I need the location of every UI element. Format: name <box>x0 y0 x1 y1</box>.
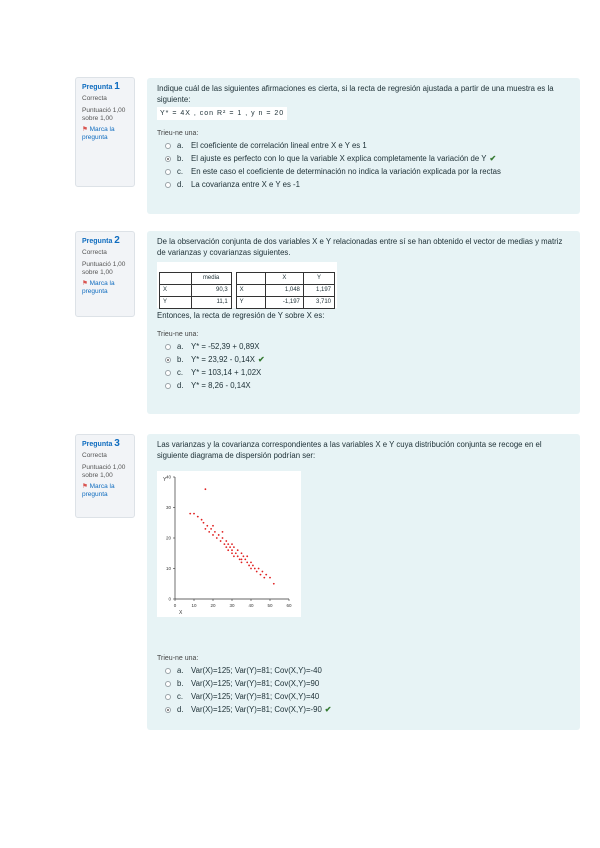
scatter-point <box>254 568 256 570</box>
scatter-plot <box>157 471 301 617</box>
x-tick-label: 20 <box>210 603 216 608</box>
scatter-point <box>205 488 207 490</box>
option-c[interactable]: c. Var(X)=125; Var(Y)=81; Cov(X,Y)=40 <box>157 690 570 703</box>
x-tick-label: 10 <box>191 603 197 608</box>
scatter-point <box>246 555 248 557</box>
question-3-number: Pregunta 3 <box>82 438 120 449</box>
scatter-point <box>250 568 252 570</box>
x-axis-label: X <box>179 610 183 616</box>
radio-icon[interactable] <box>165 156 171 162</box>
scatter-point <box>248 565 250 567</box>
check-icon: ✔ <box>324 705 332 714</box>
y-tick-label: 10 <box>165 566 171 571</box>
scatter-point <box>258 568 260 570</box>
scatter-point <box>233 555 235 557</box>
option-b[interactable]: b. El ajuste es perfecto con lo que la variable X explica completamente la variación de Y ✔ <box>157 152 570 165</box>
question-2-text-2: Entonces, la recta de regresión de Y sobre X es: <box>157 311 325 320</box>
question-2-flag-link[interactable]: ⚑ Marca la pregunta <box>82 280 115 295</box>
question-1-formula: Y* = 4X , con R² = 1 , y n = 20 <box>157 107 287 120</box>
scatter-point <box>241 558 243 560</box>
scatter-point <box>250 562 252 564</box>
scatter-point <box>260 574 262 576</box>
scatter-point <box>227 549 229 551</box>
select-label: Trieu-ne una: <box>157 655 199 662</box>
x-tick-label: 30 <box>229 603 235 608</box>
radio-icon[interactable] <box>165 344 171 350</box>
question-3-content <box>147 434 580 730</box>
question-3-text: Las varianzas y la covarianza correspondientes a las variables X e Y cuya distribución conjunta se recoge en el siguiente diagrama de dispersión podrían ser: <box>157 440 542 460</box>
question-1-flag-link[interactable]: ⚑ Marca la pregunta <box>82 126 115 141</box>
question-1-info <box>75 77 135 187</box>
y-tick-label: 0 <box>168 596 171 602</box>
radio-icon[interactable] <box>165 668 171 674</box>
question-1-score: Puntuació 1,00 sobre 1,00 <box>82 107 126 122</box>
scatter-point <box>233 546 235 548</box>
scatter-point <box>189 513 191 515</box>
option-a[interactable]: a. Y* = -52,39 + 0,89X <box>157 340 570 353</box>
scatter-point <box>214 531 216 533</box>
scatter-point <box>231 552 233 554</box>
scatter-point <box>231 549 233 551</box>
radio-icon[interactable] <box>165 370 171 376</box>
radio-icon[interactable] <box>165 681 171 687</box>
scatter-point <box>273 583 275 585</box>
means-table: media X 90,3 Y 11,1 <box>159 272 232 309</box>
radio-icon[interactable] <box>165 707 171 713</box>
scatter-point <box>205 528 207 530</box>
option-b[interactable]: b. Y* = 23,92 - 0,14X ✔ <box>157 353 570 366</box>
question-2-status: Correcta <box>82 249 107 256</box>
scatter-point <box>265 574 267 576</box>
question-2-number: Pregunta 2 <box>82 235 120 246</box>
question-3-status: Correcta <box>82 452 107 459</box>
option-c[interactable]: c. En este caso el coeficiente de determinación no indica la variación explicada por la rectas <box>157 165 570 178</box>
data-tables <box>157 262 337 308</box>
scatter-point <box>203 522 205 524</box>
scatter-point <box>212 534 214 536</box>
question-3-info <box>75 434 135 518</box>
scatter-point <box>246 562 248 564</box>
covariance-table: X Y X 1,048 1,197 Y -1,197 3,710 <box>236 272 335 309</box>
x-tick-label: 0 <box>173 603 177 608</box>
scatter-point <box>256 571 258 573</box>
y-tick-label: 40 <box>165 474 171 480</box>
scatter-point <box>237 555 239 557</box>
radio-icon[interactable] <box>165 182 171 188</box>
select-label: Trieu-ne una: <box>157 331 199 338</box>
select-label: Trieu-ne una: <box>157 130 199 137</box>
scatter-point <box>241 552 243 554</box>
scatter-point <box>235 552 237 554</box>
scatter-point <box>263 577 265 579</box>
scatter-point <box>208 531 210 533</box>
y-tick-label: 20 <box>165 535 171 541</box>
flag-icon: ⚑ <box>82 483 88 490</box>
radio-icon[interactable] <box>165 694 171 700</box>
scatter-point <box>269 577 271 579</box>
x-tick-label: 40 <box>248 603 254 608</box>
option-d[interactable]: d. Y* = 8,26 - 0,14X <box>157 379 570 392</box>
question-2-score: Puntuació 1,00 sobre 1,00 <box>82 261 126 276</box>
scatter-point <box>243 555 245 557</box>
scatter-point <box>241 562 243 564</box>
scatter-point <box>220 540 222 542</box>
scatter-point <box>237 549 239 551</box>
option-a[interactable]: a. Var(X)=125; Var(Y)=81; Cov(X,Y)=-40 <box>157 664 570 677</box>
radio-icon[interactable] <box>165 357 171 363</box>
scatter-point <box>216 537 218 539</box>
flag-icon: ⚑ <box>82 126 88 133</box>
question-1-number: Pregunta 1 <box>82 81 120 92</box>
option-d[interactable]: d. Var(X)=125; Var(Y)=81; Cov(X,Y)=-90 ✔ <box>157 703 570 716</box>
y-axis-label: Y <box>163 477 167 483</box>
x-tick-label: 50 <box>267 603 273 608</box>
scatter-point <box>227 543 229 545</box>
radio-icon[interactable] <box>165 143 171 149</box>
scatter-point <box>206 525 208 527</box>
scatter-point <box>197 516 199 518</box>
y-tick-label: 30 <box>165 505 171 510</box>
flag-icon: ⚑ <box>82 280 88 287</box>
x-tick-label: 60 <box>286 603 292 608</box>
scatter-point <box>212 525 214 527</box>
radio-icon[interactable] <box>165 383 171 389</box>
scatter-plot-panel <box>157 471 301 617</box>
scatter-point <box>225 546 227 548</box>
option-c[interactable]: c. Y* = 103,14 + 1,02X <box>157 366 570 379</box>
scatter-point <box>210 528 212 530</box>
scatter-point <box>252 565 254 567</box>
scatter-point <box>222 531 224 533</box>
scatter-point <box>201 519 203 521</box>
option-a[interactable]: a. El coeficiente de correlación lineal entre X e Y es 1 <box>157 139 570 152</box>
scatter-point <box>218 534 220 536</box>
scatter-point <box>224 543 226 545</box>
scatter-point <box>239 558 241 560</box>
scatter-point <box>229 546 231 548</box>
scatter-point <box>244 558 246 560</box>
scatter-point <box>222 537 224 539</box>
scatter-point <box>231 543 233 545</box>
question-3-flag-link[interactable]: ⚑ Marca la pregunta <box>82 483 115 498</box>
question-1-content <box>147 78 580 214</box>
check-icon: ✔ <box>257 355 265 364</box>
question-1-status: Correcta <box>82 95 107 102</box>
scatter-point <box>262 571 264 573</box>
option-b[interactable]: b. Var(X)=125; Var(Y)=81; Cov(X,Y)=90 <box>157 677 570 690</box>
question-2-text: De la observación conjunta de dos variables X e Y relacionadas entre sí se han obtenido el vector de medias y matriz de varianzas y covarianzas siguientes. <box>157 237 563 257</box>
question-2-info <box>75 231 135 317</box>
radio-icon[interactable] <box>165 169 171 175</box>
question-2-content <box>147 231 580 414</box>
option-d[interactable]: d. La covarianza entre X e Y es -1 <box>157 178 570 191</box>
scatter-point <box>225 540 227 542</box>
question-3-score: Puntuació 1,00 sobre 1,00 <box>82 464 126 479</box>
question-1-text: Indique cuál de las siguientes afirmaciones es cierta, si la recta de regresión ajustada a partir de una muestra es la siguiente: <box>157 84 554 104</box>
scatter-point <box>193 513 195 515</box>
check-icon: ✔ <box>489 154 496 163</box>
